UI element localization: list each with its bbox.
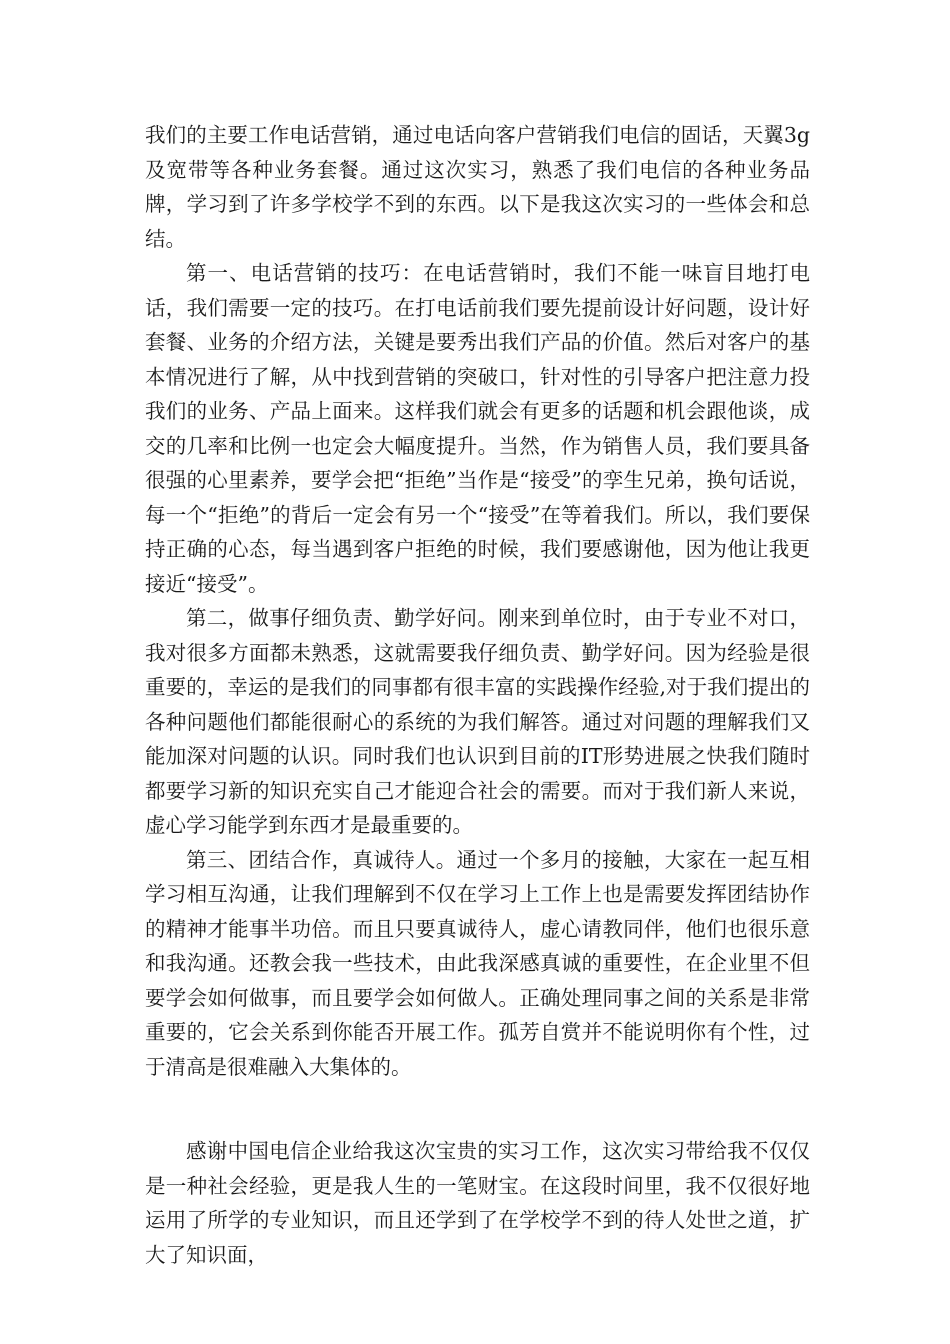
paragraph-point-one: 第一、电话营销的技巧：在电话营销时，我们不能一味盲目地打电话，我们需要一定的技巧。在打电话前我们要先提前设计好问题，设计好套餐、业务的介绍方法，关键是要秀出我们产品的价值。然后对客户的基本情况进行了解，从中找到营销的突破口，针对性的引导客户把注意力投我们的业务、产品上面来。这样我们就会有更多的话题和机会跟他谈，成交的几率和比例一也定会大幅度提升。当然，作为销售人员，我们要具备很强的心里素养，要学会把“拒绝”当作是“接受”的孪生兄弟，换句话说，每一个“拒绝”的背后一定会有另一个“接受”在等着我们。所以，我们要保持正确的心态，每当遇到客户拒绝的时候，我们要感谢他，因为他让我更接近“接受”。 [145, 261, 810, 596]
paragraph-point-two: 第二，做事仔细负责、勤学好问。刚来到单位时，由于专业不对口，我对很多方面都未熟悉，这就需要我仔细负责、勤学好问。因为经验是很重要的，幸运的是我们的同事都有很丰富的实践操作经验,对于我们提出的各种问题他们都能很耐心的系统的为我们解答。通过对问题的理解我们又能加深对问题的认识。同时我们也认识到目前的IT形势进展之快我们随时都要学习新的知识充实自己才能迎合社会的需要。而对于我们新人来说，虚心学习能学到东西才是最重要的。 [145, 606, 810, 837]
paragraph-spacer [145, 1084, 810, 1134]
paragraph-point-three: 第三、团结合作，真诚待人。通过一个多月的接触，大家在一起互相学习相互沟通，让我们理解到不仅在学习上工作上也是需要发挥团结协作的精神才能事半功倍。而且只要真诚待人，虚心请教同伴，他们也很乐意和我沟通。还教会我一些技术，由此我深感真诚的重要性，在企业里不但要学会如何做事，而且要学会如何做人。正确处理同事之间的关系是非常重要的，它会关系到你能否开展工作。孤芳自赏并不能说明你有个性，过于清高是很难融入大集体的。 [145, 847, 810, 1079]
document-body [145, 118, 810, 1272]
paragraph-thanks: 感谢中国电信企业给我这次宝贵的实习工作，这次实习带给我不仅仅是一种社会经验，更是我人生的一笔财宝。在这段时间里，我不仅很好地运用了所学的专业知识，而且还学到了在学校学不到的待人处世之道，扩大了知识面， [145, 1139, 810, 1267]
paragraph-intro: 我们的主要工作电话营销，通过电话向客户营销我们电信的固话，天翼3g及宽带等各种业务套餐。通过这次实习，熟悉了我们电信的各种业务品牌，学习到了许多学校学不到的东西。以下是我这次实习的一些体会和总结。 [145, 123, 810, 251]
